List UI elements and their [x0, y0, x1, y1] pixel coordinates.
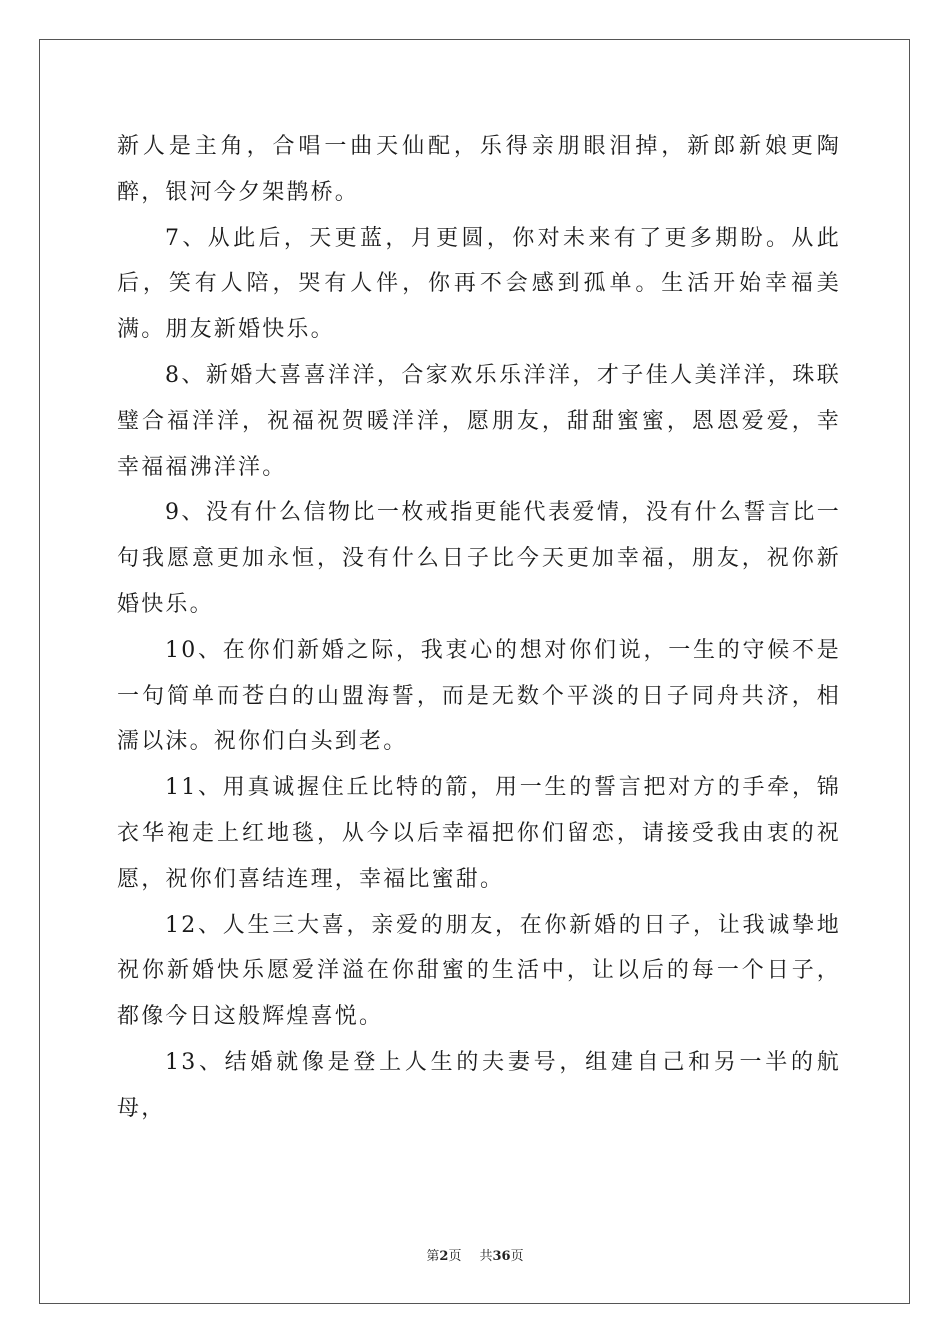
page-suffix: 页 — [448, 1249, 462, 1264]
page-prefix: 第 — [426, 1249, 440, 1264]
paragraph: 8、新婚大喜喜洋洋，合家欢乐乐洋洋，才子佳人美洋洋，珠联璧合福洋洋，祝福祝贺暖洋洋，愿朋友，甜甜蜜蜜，恩恩爱爱，幸幸福福沸洋洋。 — [117, 362, 841, 480]
page-footer — [0, 1245, 950, 1264]
total-suffix: 页 — [510, 1249, 524, 1264]
paragraph: 12、人生三大喜，亲爱的朋友，在你新婚的日子，让我诚挚地祝你新婚快乐愿爱洋溢在你甜蜜的生活中，让以后的每一个日子，都像今日这般辉煌喜悦。 — [117, 912, 841, 1030]
paragraph: 新人是主角，合唱一曲天仙配，乐得亲朋眼泪掉，新郎新娘更陶醉，银河今夕架鹊桥。 — [117, 134, 841, 205]
paragraph: 9、没有什么信物比一枚戒指更能代表爱情，没有什么誓言比一句我愿意更加永恒，没有什么日子比今天更加幸福，朋友，祝你新婚快乐。 — [117, 500, 841, 617]
page-number: 2 — [439, 1249, 449, 1264]
paragraph: 13、结婚就像是登上人生的夫妻号，组建自己和另一半的航母， — [117, 1049, 841, 1121]
total-prefix: 共 — [479, 1249, 493, 1264]
paragraph: 10、在你们新婚之际，我衷心的想对你们说，一生的守候不是一句简单而苍白的山盟海誓，而是无数个平淡的日子同舟共济，相濡以沫。祝你们白头到老。 — [117, 637, 841, 755]
paragraph: 11、用真诚握住丘比特的箭，用一生的誓言把对方的手牵，锦衣华袍走上红地毯，从今以后幸福把你们留恋，请接受我由衷的祝愿，祝你们喜结连理，幸福比蜜甜。 — [117, 775, 841, 892]
document-body — [117, 124, 841, 1132]
total-pages: 36 — [492, 1249, 511, 1264]
paragraph: 7、从此后，天更蓝，月更圆，你对未来有了更多期盼。从此后，笑有人陪，哭有人伴，你再不会感到孤单。生活开始幸福美满。朋友新婚快乐。 — [117, 225, 841, 343]
